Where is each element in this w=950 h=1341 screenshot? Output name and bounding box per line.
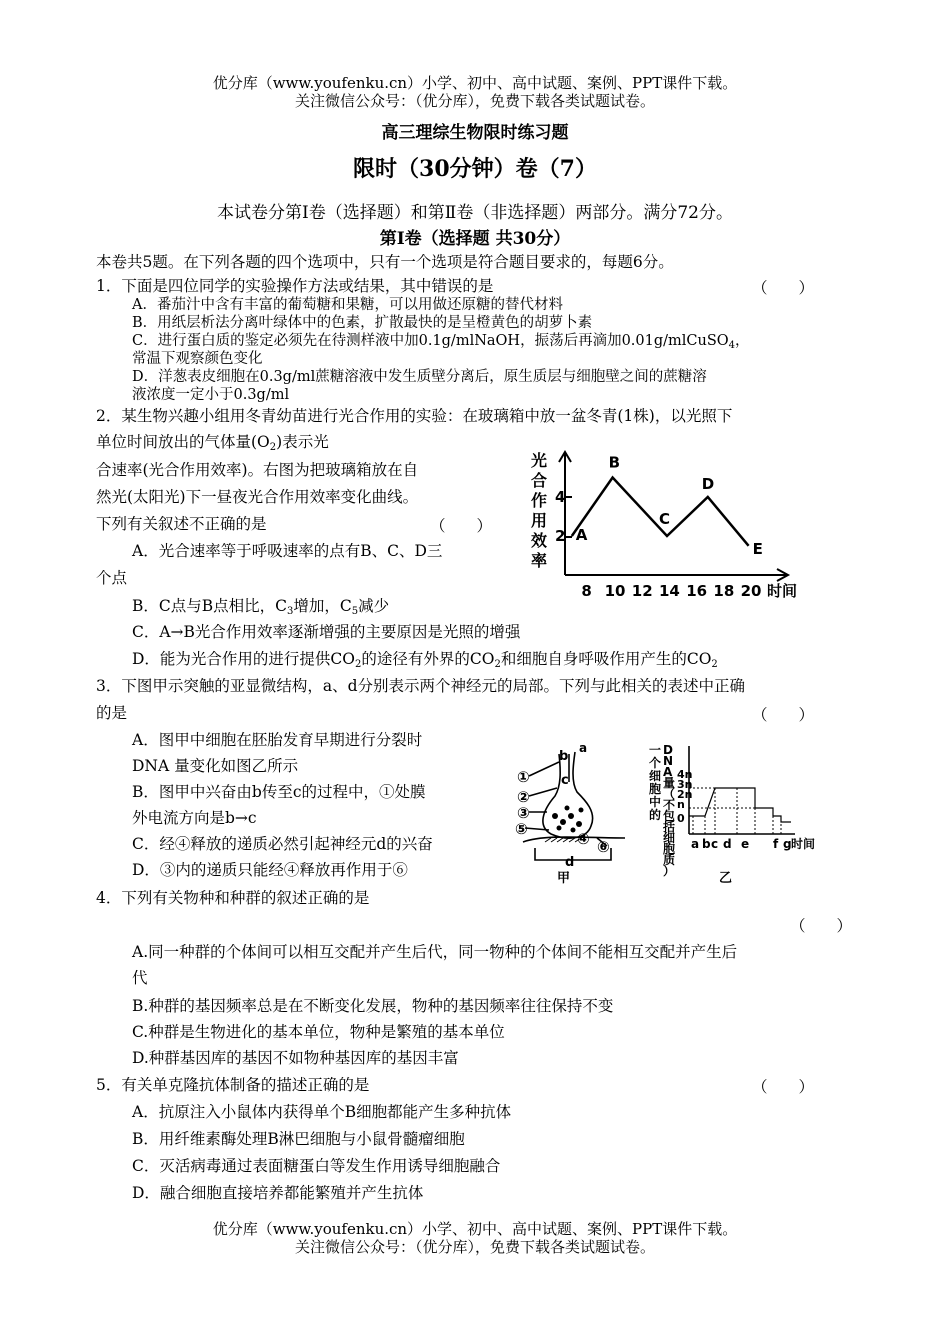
chart-y-label-char: 作 — [531, 491, 548, 510]
footer-line-1: 优分库（www.youfenku.cn）小学、初中、高中试题、案例、PPT课件下载。 — [212, 1220, 738, 1238]
q5-option-c: C．灭活病毒通过表面糖蛋白等发生作用诱导细胞融合 — [132, 1157, 501, 1175]
q5-answer-blank: （ ） — [752, 1078, 815, 1096]
fig-jia-label-b: b — [559, 749, 569, 764]
fig-jia-label-a: a — [579, 742, 588, 755]
fig-yi-y-label-char: 包 — [663, 809, 676, 823]
fig-yi-x-tick: 时间 — [791, 837, 816, 851]
fig-yi-y-label-char: 胞 — [663, 842, 676, 856]
chart-point-label-b: B — [608, 453, 621, 472]
fig-yi-y-tick: 3n — [677, 778, 693, 791]
chart-y-tick: 4 — [555, 488, 566, 506]
q2-option-d: D．能为光合作用的进行提供$CO_2$的途径有外界的$CO_2$和细胞自身呼吸作用产生的$CO_2$ — [132, 650, 718, 670]
q3-option-d: D．③内的递质只能经④释放再作用于⑥ — [132, 861, 408, 879]
q5-option-d: D．融合细胞直接培养都能繁殖并产生抗体 — [132, 1184, 424, 1202]
fig-yi-y-label-char: 胞 — [649, 782, 662, 796]
q1-option-c-line2: 常温下观察颜色变化 — [132, 351, 263, 367]
photosynthesis-efficiency-chart — [525, 448, 815, 606]
q2-option-b: B．C点与B点相比，$C_3$增加，$C_5$减少 — [132, 597, 390, 617]
chart-x-tick: 20 — [740, 582, 762, 600]
q1-option-a: A．番茄汁中含有丰富的葡萄糖和果糖，可以用做还原糖的替代材料 — [132, 297, 563, 313]
q2-stem-line3: 合速率(光合作用效率)。右图为把玻璃箱放在自 — [96, 461, 419, 479]
footer-line-2: 关注微信公众号：（优分库），免费下载各类试题试卷。 — [294, 1238, 655, 1256]
q3-option-b-line1: B．图甲中兴奋由b传至c的过程中，①处膜 — [132, 783, 426, 801]
chart-x-tick: 12 — [631, 582, 653, 600]
fig-yi-y-tick: n — [677, 798, 685, 811]
fig-yi-y-label-char: A — [663, 765, 673, 779]
exam-intro: 本试卷分第Ⅰ卷（选择题）和第Ⅱ卷（非选择题）两部分。满分72分。 — [217, 203, 733, 223]
fig-yi-y-tick: 2n — [677, 788, 693, 801]
q1-option-d-line1: D．洋葱表皮细胞在0.3g/ml蔗糖溶液中发生质壁分离后，原生质层与细胞壁之间的蔗糖溶 — [132, 369, 707, 385]
chart-x-tick: 10 — [604, 582, 626, 600]
fig-yi-y-label-char: 个 — [649, 756, 662, 770]
synapse-diagram — [515, 742, 630, 887]
q3-option-c: C．经④释放的递质必然引起神经元d的兴奋 — [132, 835, 433, 853]
q3-option-a-line1: A．图甲中细胞在胚胎发育早期进行分裂时 — [132, 731, 423, 749]
q5-option-a: A．抗原注入小鼠体内获得单个B细胞都能产生多种抗体 — [132, 1103, 512, 1121]
fig-yi-y-label-char: 质 — [663, 853, 676, 867]
q1-option-b: B．用纸层析法分离叶绿体中的色素，扩散最快的是呈橙黄色的胡萝卜素 — [132, 315, 593, 331]
header-line-2: 关注微信公众号：（优分库），免费下载各类试题试卷。 — [294, 92, 655, 110]
fig-jia-label-c: c — [561, 773, 569, 788]
chart-y-label-char: 光 — [531, 451, 548, 470]
fig-yi-x-tick: e — [741, 837, 750, 851]
section-description: 本卷共5题。在下列各题的四个选项中，只有一个选项是符合题目要求的，每题6分。 — [96, 253, 674, 271]
section-title: 第Ⅰ卷（选择题 共30分） — [379, 229, 571, 249]
q3-stem-line2: 的是 — [96, 704, 128, 722]
fig-yi-y-tick: 0 — [677, 812, 685, 825]
page-title: 高三理综生物限时练习题 — [381, 123, 569, 143]
fig-jia-mark-3: ③ — [517, 804, 530, 822]
q4-option-d: D.种群基因库的基因不如物种基因库的基因丰富 — [132, 1049, 459, 1067]
fig-yi-y-tick: 4n — [677, 768, 693, 781]
chart-y-label-char: 用 — [531, 511, 548, 530]
q2-stem-line4: 然光(太阳光)下一昼夜光合作用效率变化曲线。 — [96, 488, 419, 506]
fig-yi-y-label-char: ） — [663, 864, 676, 878]
chart-x-label: 时间 — [767, 582, 798, 600]
q1-option-d-line2: 液浓度一定小于0.3g/ml — [132, 387, 290, 403]
fig-yi-y-label-char: 不 — [663, 798, 676, 812]
fig-yi-x-tick: f — [773, 837, 779, 851]
q4-stem: 4．下列有关物种和种群的叙述正确的是 — [96, 889, 370, 907]
chart-point-label-c: C — [659, 510, 671, 528]
q4-option-c: C.种群是生物进化的基本单位，物种是繁殖的基本单位 — [132, 1023, 505, 1041]
chart-point-label-d: D — [701, 475, 715, 493]
q1-stem: 1．下面是四位同学的实验操作方法或结果，其中错误的是 — [96, 277, 494, 295]
fig-yi-y-label-char: D — [663, 743, 673, 757]
fig-yi-y-label-char: 量 — [663, 776, 676, 790]
chart-x-tick: 14 — [659, 582, 680, 600]
q3-option-b-line2: 外电流方向是b→c — [132, 809, 257, 827]
fig-jia-mark-6: ⑥ — [597, 838, 610, 856]
fig-yi-y-label-char: 的 — [649, 808, 662, 822]
fig-yi-x-tick: d — [723, 837, 732, 851]
chart-point-label-a: A — [575, 526, 588, 544]
q5-stem: 5．有关单克隆抗体制备的描述正确的是 — [96, 1076, 370, 1094]
fig-yi-y-label — [649, 743, 675, 878]
fig-jia-mark-2: ② — [517, 788, 530, 806]
chart-x-tick: 16 — [686, 582, 708, 600]
fig-yi-y-label-char: 细 — [663, 831, 676, 845]
chart-x-tick: 8 — [581, 582, 592, 600]
fig-yi-x-tick: g — [783, 837, 792, 851]
chart-point-label-e: E — [752, 539, 763, 558]
fig-jia-label-d: d — [565, 855, 575, 870]
fig-jia-mark-4: ④ — [577, 830, 590, 848]
dna-content-chart — [645, 742, 825, 887]
chart-y-label-char: 率 — [531, 551, 548, 570]
fig-yi-y-label-char: N — [663, 754, 674, 768]
q1-option-c-line1: C．进行蛋白质的鉴定必须先在待测样液中加0.1g/mlNaOH，振荡后再滴加0.01g/mlCuSO$_4$， — [132, 333, 750, 351]
q2-option-c: C．A→B光合作用效率逐渐增强的主要原因是光照的增强 — [132, 623, 521, 641]
q5-option-b: B．用纤维素酶处理B淋巴细胞与小鼠骨髓瘤细胞 — [132, 1130, 465, 1148]
q4-option-a-line2: 代 — [132, 969, 148, 987]
fig-yi-y-label-char: 中 — [649, 795, 662, 809]
q2-option-a-line1: A．光合速率等于呼吸速率的点有B、C、D三 — [132, 542, 443, 560]
q2-stem-line2: 单位时间放出的气体量$(O_2)$表示光 — [96, 433, 329, 453]
page-subtitle: 限时（30分钟）卷（7） — [353, 156, 597, 182]
q2-answer-blank: （ ） — [430, 517, 493, 535]
q4-option-b: B.种群的基因频率总是在不断变化发展，物种的基因频率往往保持不变 — [132, 997, 614, 1015]
q3-answer-blank: （ ） — [752, 706, 815, 724]
q3-option-a-line2: DNA 量变化如图乙所示 — [132, 757, 299, 775]
fig-yi-caption: 乙 — [719, 871, 733, 886]
chart-y-label-char: 合 — [531, 471, 548, 490]
chart-y-tick: 2 — [555, 527, 566, 545]
q3-stem-line1: 3．下图甲示突触的亚显微结构，a、d分别表示两个神经元的局部。下列与此相关的表述中正确 — [96, 677, 746, 695]
fig-yi-y-label-char: 括 — [663, 820, 676, 834]
fig-yi-x-tick: b — [702, 837, 711, 851]
chart-y-label — [531, 451, 547, 570]
q2-stem-line5: 下列有关叙述不正确的是 — [96, 515, 267, 533]
fig-yi-y-label-char: 细 — [649, 769, 662, 783]
chart-x-tick: 18 — [713, 582, 735, 600]
fig-jia-mark-1: ① — [517, 768, 530, 786]
fig-yi-x-tick: c — [711, 837, 719, 851]
fig-yi-y-label-char: 一 — [649, 743, 662, 757]
chart-y-label-char: 效 — [531, 531, 548, 550]
q4-option-a-line1: A.同一种群的个体间可以相互交配并产生后代，同一物种的个体间不能相互交配并产生后 — [132, 943, 738, 961]
fig-jia-mark-5: ⑤ — [515, 820, 528, 838]
fig-jia-caption: 甲 — [557, 871, 571, 886]
q2-option-a-line2: 个点 — [96, 569, 128, 587]
q2-stem-line1: 2．某生物兴趣小组用冬青幼苗进行光合作用的实验：在玻璃箱中放一盆冬青(1株)，以光照下 — [96, 407, 733, 425]
q1-answer-blank: （ ） — [752, 279, 815, 297]
fig-yi-y-label-char: （ — [663, 787, 676, 801]
fig-yi-x-tick: a — [691, 837, 700, 851]
header-line-1: 优分库（www.youfenku.cn）小学、初中、高中试题、案例、PPT课件下载。 — [212, 74, 738, 92]
q4-answer-blank: （ ） — [790, 917, 853, 935]
